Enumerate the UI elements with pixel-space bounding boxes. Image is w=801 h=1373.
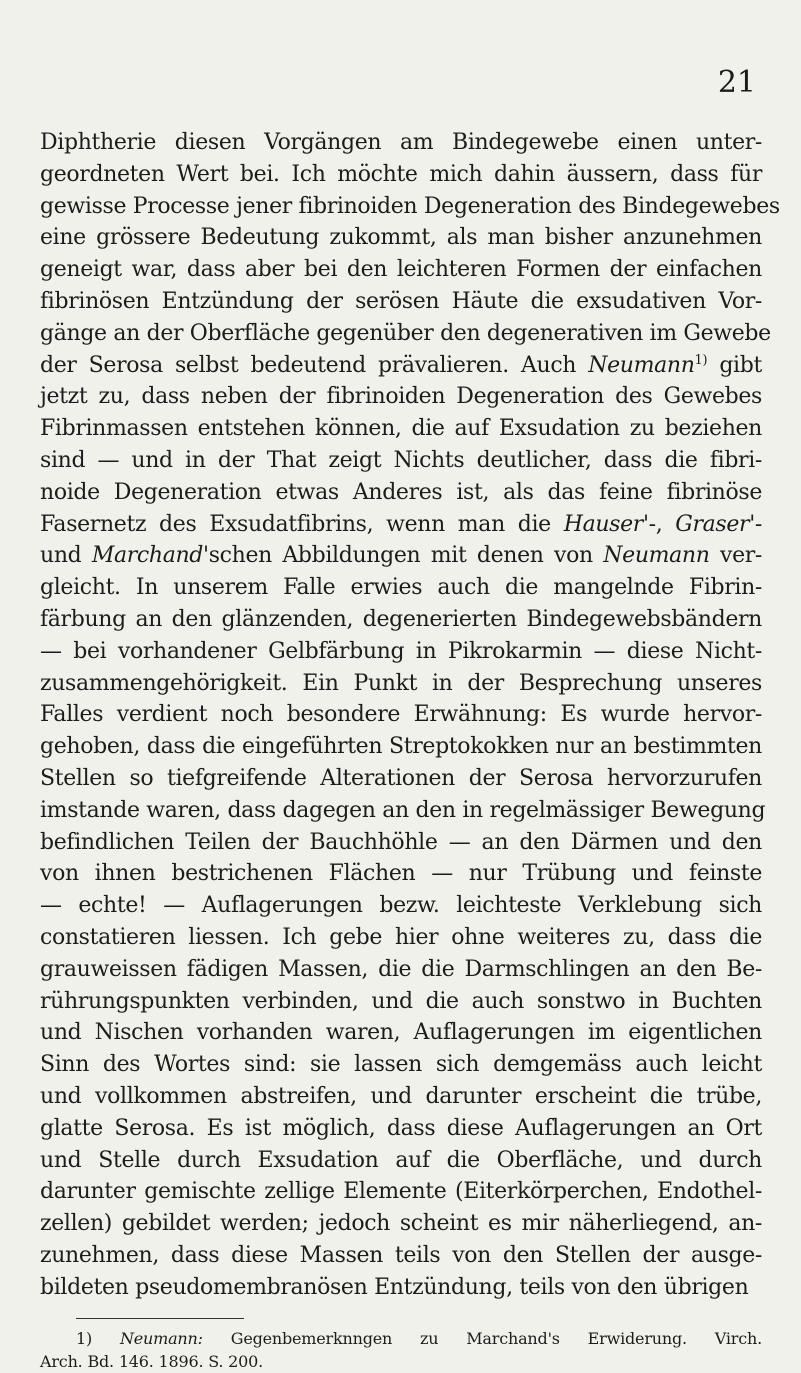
text-line: — echte! — Auflagerungen bezw. leichteste Verklebung sich [40, 893, 762, 919]
text-line: gehoben, dass die eingeführten Streptokokken nur an bestimmten [40, 734, 762, 760]
text-line: jetzt zu, dass neben der fibrinoiden Degeneration des Gewebes [40, 384, 762, 410]
footnote-text: Gegenbemerknngen zu Marchand's Erwiderung. Virch. [230, 1329, 762, 1348]
body-text [40, 127, 780, 1303]
text-line: geordneten Wert bei. Ich möchte mich dahin äussern, dass für [40, 161, 762, 187]
author-name: Hauser [563, 511, 643, 537]
text-segment: der Serosa selbst bedeutend prävalieren. Auch [40, 352, 577, 378]
text-line: zellen) gebildet werden; jedoch scheint es mir näherliegend, an- [40, 1211, 762, 1237]
text-line: bildeten pseudomembranösen Entzündung, teils von den übrigen [40, 1274, 749, 1300]
page-number: 21 [717, 65, 756, 100]
text-line: färbung an den glänzenden, degenerierten Bindegewebsbändern [40, 606, 762, 632]
text-line: und Nischen vorhanden waren, Auflagerungen im eigentlichen [40, 1020, 762, 1046]
text-segment: Fasernetz des Exsudatfibrins, wenn man die [40, 511, 551, 537]
text-line: geneigt war, dass aber bei den leichteren Formen der einfachen [40, 257, 762, 283]
text-line: zunehmen, dass diese Massen teils von den Stellen der ausge- [40, 1242, 762, 1268]
footnote-line: Arch. Bd. 146. 1896. S. 200. [40, 1352, 264, 1371]
text-segment: 'schen Abbildungen mit denen von [203, 543, 593, 569]
author-name: Neumann [603, 543, 710, 569]
text-segment: gibt [719, 352, 762, 378]
text-line: eine grössere Bedeutung zukommt, als man bisher anzunehmen [40, 225, 762, 251]
text-line: und vollkommen abstreifen, und darunter erscheint die trübe, [40, 1083, 762, 1109]
text-line: glatte Serosa. Es ist möglich, dass diese Auflagerungen an Ort [40, 1115, 762, 1141]
text-segment: ver- [720, 543, 762, 569]
text-line [40, 540, 762, 572]
text-line: zusammengehörigkeit. Ein Punkt in der Besprechung unseres [40, 670, 762, 696]
author-name: Marchand [91, 543, 204, 569]
footnote-author: Neumann: [119, 1329, 203, 1348]
footnote-marker: 1) [694, 352, 708, 368]
text-segment: und [40, 543, 82, 569]
text-line: — bei vorhandener Gelbfärbung in Pikrokarmin — diese Nicht- [40, 638, 762, 664]
text-line: imstande waren, dass dagegen an den in regelmässiger Bewegung [40, 797, 766, 823]
text-segment: '-, [642, 511, 663, 537]
author-name: Graser [675, 511, 750, 537]
footnote-marker: 1) [76, 1329, 93, 1348]
text-line: Diphtherie diesen Vorgängen am Bindegewebe einen unter- [40, 130, 762, 155]
text-line: gewisse Processe jener fibrinoiden Degeneration des Bindegewebes [40, 193, 780, 219]
author-name: Neumann [588, 352, 695, 378]
text-line: gänge an der Oberfläche gegenüber den degenerativen im Gewebe [40, 320, 771, 346]
text-line: befindlichen Teilen der Bauchhöhle — an den Därmen und den [40, 829, 762, 855]
text-line: rührungspunkten verbinden, und die auch sonstwo in Buchten [40, 988, 762, 1014]
text-line [40, 350, 762, 382]
text-line: und Stelle durch Exsudation auf die Oberfläche, und durch [40, 1147, 762, 1173]
text-line: gleicht. In unserem Falle erwies auch die mangelnde Fibrin- [40, 575, 762, 601]
text-line: noide Degeneration etwas Anderes ist, als das feine fibrinöse [40, 479, 762, 505]
text-line: grauweissen fädigen Massen, die die Darmschlingen an den Be- [40, 956, 762, 982]
footnote-line [40, 1327, 762, 1350]
text-line [40, 509, 762, 541]
footnote-divider [76, 1318, 244, 1319]
text-line: darunter gemischte zellige Elemente (Eiterkörperchen, Endothel- [40, 1179, 762, 1205]
text-segment: '- [749, 511, 762, 537]
text-line: von ihnen bestrichenen Flächen — nur Trübung und feinste [40, 861, 762, 887]
text-line: Fibrinmassen entstehen können, die auf Exsudation zu beziehen [40, 416, 762, 442]
text-line: Sinn des Wortes sind: sie lassen sich demgemäss auch leicht [40, 1052, 762, 1078]
footnote [40, 1327, 762, 1373]
text-line: Falles verdient noch besondere Erwähnung: Es wurde hervor- [40, 702, 762, 728]
text-line: Stellen so tiefgreifende Alterationen der Serosa hervorzurufen [40, 765, 762, 791]
text-line: fibrinösen Entzündung der serösen Häute die exsudativen Vor- [40, 288, 762, 314]
text-line: constatieren liessen. Ich gebe hier ohne weiteres zu, dass die [40, 924, 762, 950]
text-line: sind — und in der That zeigt Nichts deutlicher, dass die fibri- [40, 447, 762, 473]
